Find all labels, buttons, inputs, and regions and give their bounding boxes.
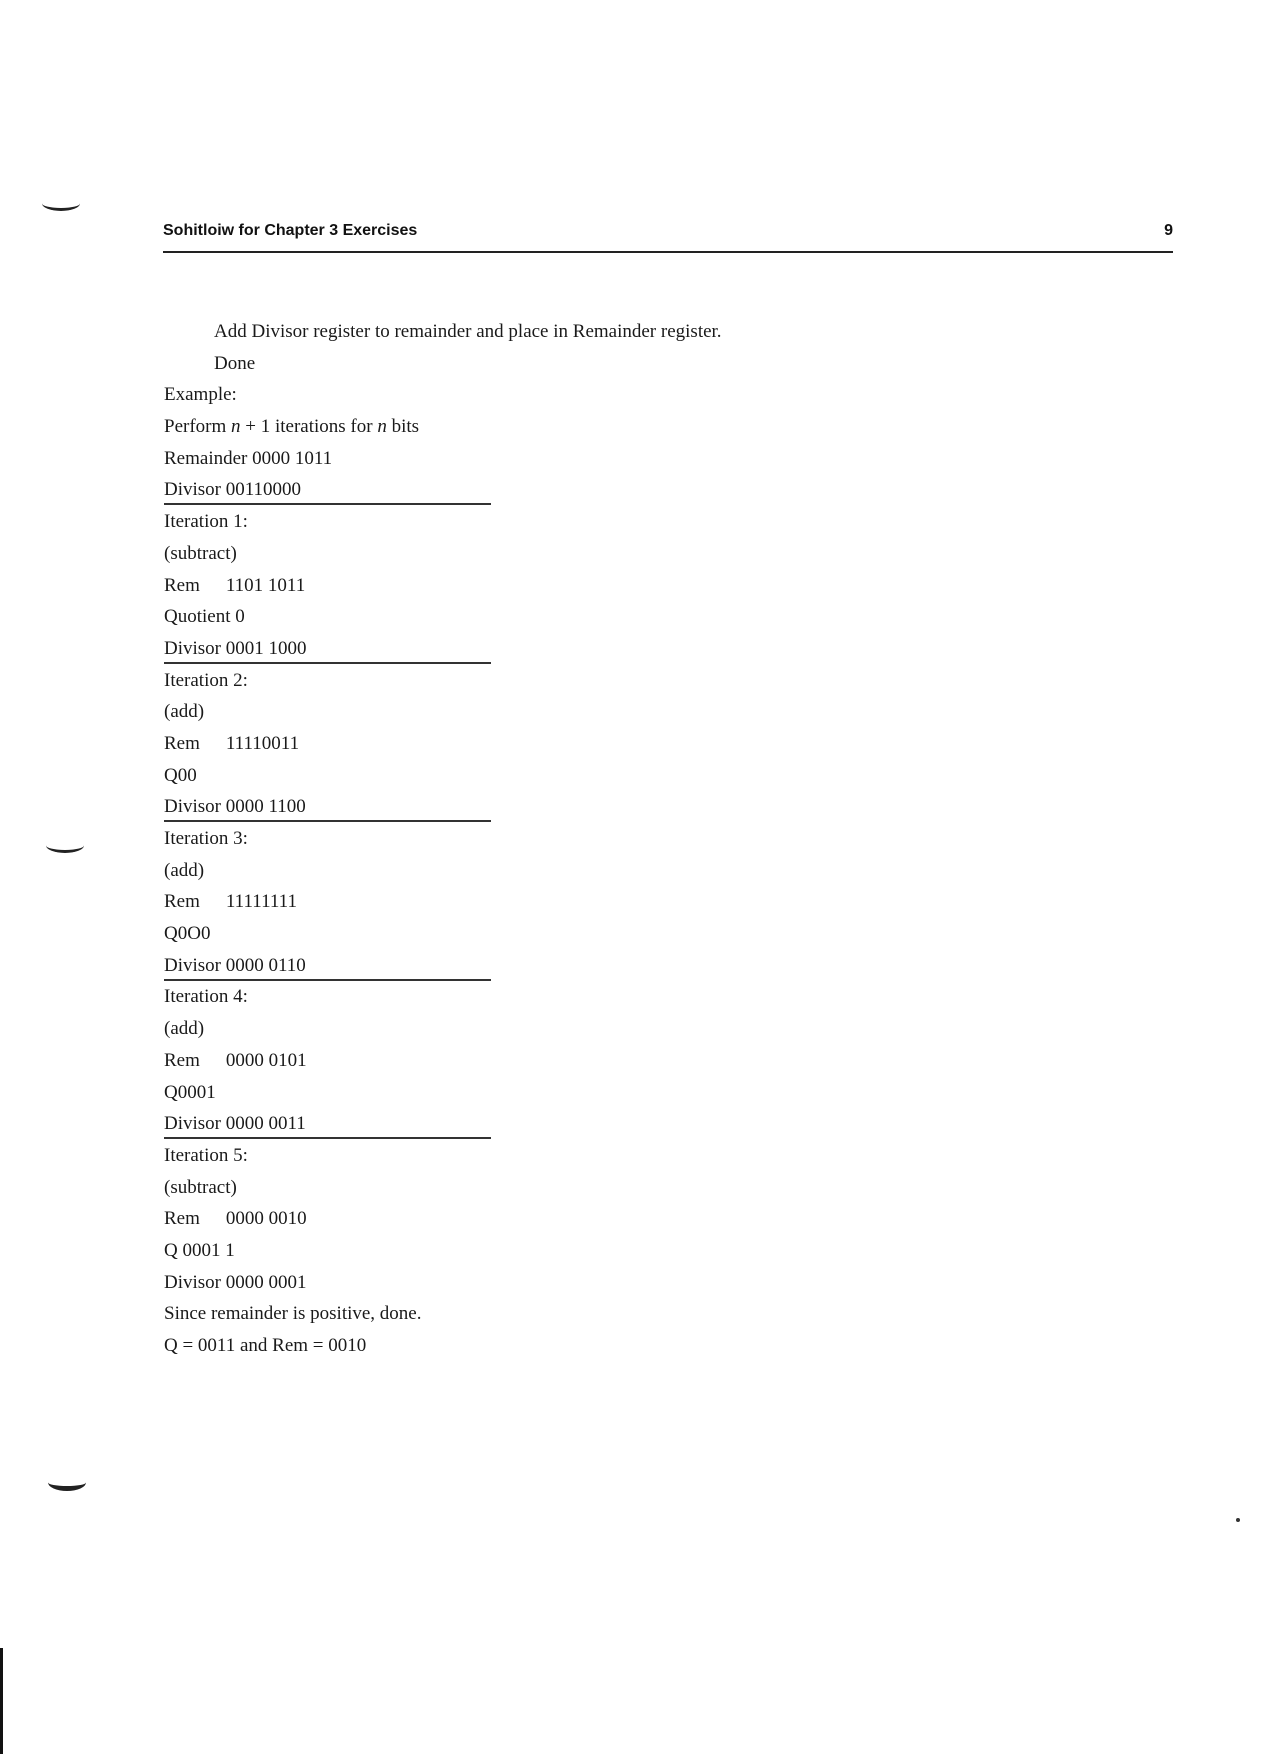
iteration-label: Iteration 4: bbox=[164, 986, 248, 1008]
iteration-divisor: Divisor 0000 1100 bbox=[164, 791, 1064, 823]
perform-line bbox=[164, 411, 1064, 443]
rem-value: 1101 1011 bbox=[225, 574, 306, 596]
perform-n: n bbox=[377, 416, 387, 438]
text-line: Done bbox=[214, 352, 256, 374]
page-number: 9 bbox=[1164, 222, 1173, 239]
binding-mark bbox=[46, 838, 84, 853]
rem-value: 11111111 bbox=[225, 891, 297, 913]
text-line: Divisor 00110000 bbox=[164, 474, 1064, 506]
iteration-rem bbox=[164, 1045, 1064, 1077]
iteration-divisor: Divisor 0000 0001 bbox=[164, 1271, 307, 1293]
iteration-label: Iteration 5: bbox=[164, 1144, 248, 1166]
iteration-label: Iteration 3: bbox=[164, 828, 248, 849]
text-line: Add Divisor register to remainder and place in Remainder register. bbox=[214, 321, 722, 342]
iteration-divisor: Divisor 0000 0110 bbox=[164, 950, 1064, 982]
rem-label: Rem bbox=[164, 891, 200, 913]
conclusion-text: Since remainder is positive, done. bbox=[164, 1303, 422, 1325]
rem-value: 0000 0010 bbox=[225, 1208, 307, 1230]
iteration-quotient: Q00 bbox=[164, 764, 197, 786]
iteration-op: (subtract) bbox=[164, 542, 237, 564]
iteration-rem bbox=[164, 728, 1064, 760]
iteration-rem bbox=[164, 1203, 1064, 1235]
rem-label: Rem bbox=[164, 732, 200, 754]
iteration-op: (subtract) bbox=[164, 1176, 237, 1198]
iteration-op: (add) bbox=[164, 1018, 205, 1040]
iteration-label: Iteration 1: bbox=[164, 511, 248, 533]
scan-edge bbox=[0, 1648, 3, 1754]
iteration-quotient: Q0O0 bbox=[164, 923, 211, 945]
iteration-quotient: Q 0001 1 bbox=[164, 1239, 235, 1261]
binding-mark bbox=[42, 196, 80, 211]
iteration-op: (add) bbox=[164, 701, 205, 723]
iteration-rem bbox=[164, 570, 1064, 602]
perform-prefix: Perform bbox=[164, 416, 232, 438]
result-text: Q = 0011 and Rem = 0010 bbox=[164, 1335, 367, 1356]
iteration-divisor: Divisor 0001 1000 bbox=[164, 633, 1064, 665]
iteration-rem bbox=[164, 886, 1064, 918]
iteration-label: Iteration 2: bbox=[164, 669, 248, 691]
text-line: Example: bbox=[164, 384, 237, 406]
text-line: Remainder 0000 1011 bbox=[164, 447, 333, 469]
perform-middle: + 1 iterations for bbox=[240, 416, 378, 438]
rem-label: Rem bbox=[164, 574, 200, 596]
iteration-divisor: Divisor 0000 0011 bbox=[164, 1108, 1064, 1140]
document-body bbox=[164, 316, 1064, 1362]
iteration-quotient: Quotient 0 bbox=[164, 606, 245, 628]
rem-label: Rem bbox=[164, 1208, 200, 1230]
binding-mark bbox=[48, 1474, 86, 1491]
running-header bbox=[163, 222, 1173, 244]
perform-suffix: bits bbox=[386, 416, 420, 438]
header-rule bbox=[163, 251, 1173, 253]
iteration-quotient: Q0001 bbox=[164, 1081, 216, 1103]
rem-value: 11110011 bbox=[225, 732, 300, 754]
perform-n: n bbox=[231, 416, 241, 438]
scan-speck bbox=[1236, 1518, 1240, 1522]
iteration-op: (add) bbox=[164, 859, 205, 881]
rem-value: 0000 0101 bbox=[225, 1049, 307, 1071]
header-title: Sohitloiw for Chapter 3 Exercises bbox=[163, 222, 418, 239]
rem-label: Rem bbox=[164, 1049, 200, 1071]
